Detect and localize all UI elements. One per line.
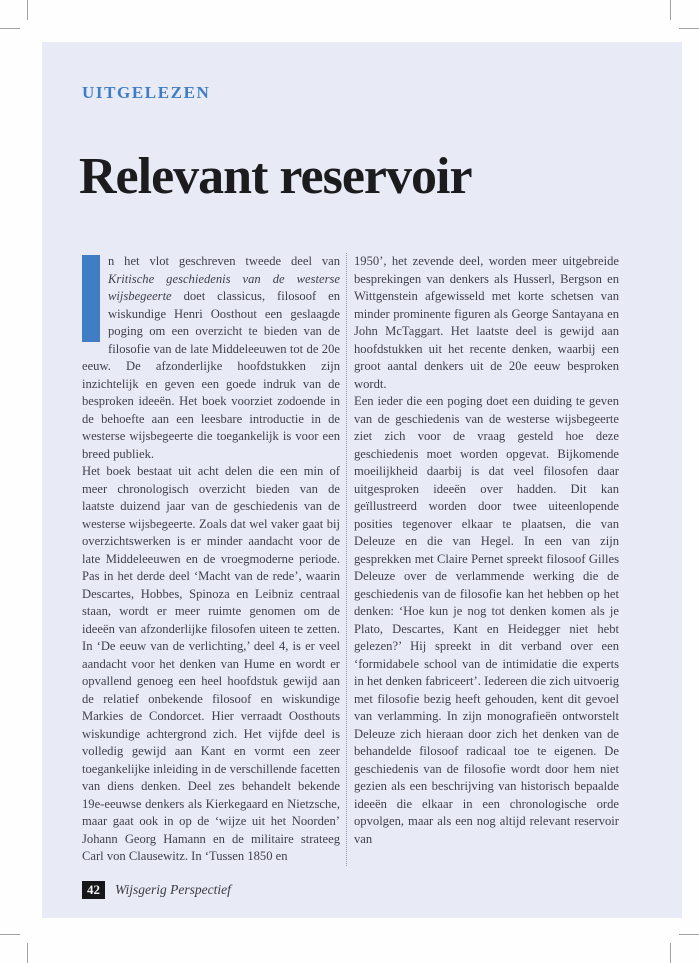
text-run: Een ieder die een poging doet een duiding te geven van de geschiedenis van de westerse wijsbegeerte ziet zich voor de vraag gesteld hoe deze geschiedenis moet worden opgevat. Bijkomende moeilijkheid daarbij is dat veel filosofen daar uitgesproken ideeën over hadden. Dit kan geïllustreerd worden door twee uiteenlopende posities tegenover elkaar te plaatsen, die van Deleuze en die van Hegel. In een van zijn gesprekken met Claire Pernet spreekt filosoof Gilles Deleuze over de verlammende werking die de geschiedenis van de filosofie kan het hebben op het denken: ‘Hoe kun je nog tot denken komen als je Plato, Descartes, Kant en Heidegger niet hebt gelezen?’ Hij spreekt in dit verband over een ‘formidabele school van de intimidatie die experts in het denken fabriceert’. Iedereen die zich uitvoerig met filosofie bezig heeft gehouden, kent dit gevoel van verlamming. In zijn monografieën ontworstelt Deleuze zich hieraan door zich het denken van de behandelde filosoof radicaal toe te eigenen. De geschiedenis van de filosofie wordt door hem niet gezien als een beschrijving van historisch bepaalde ideeën die elkaar in een chronologische orde opvolgen, maar als een nog altijd relevant reservoir van	[354, 394, 619, 846]
text-run: n het vlot geschreven tweede deel van	[108, 254, 340, 268]
article-body	[82, 253, 620, 866]
crop-mark-top-right-horizontal	[679, 28, 699, 29]
body-paragraph	[82, 253, 340, 463]
drop-cap-bar	[82, 255, 100, 342]
right-column	[346, 253, 619, 866]
text-run: Het boek bestaat uit acht delen die een min of meer chronologisch overzicht bieden van de laatste duizend jaar van de geschiedenis van de westerse wijsbegeerte. Zoals dat wel vaker gaat bij overzichtswerken is er minder aandacht voor de late Middeleeuwen en de vroegmoderne periode. Pas in het derde deel ‘Macht van de rede’, waarin Descartes, Hobbes, Spinoza en Leibniz centraal staan, wordt er meer ruimte genomen om de ideeën van afzonderlijke filosofen uiteen te zetten. In ‘De eeuw van de verlichting,’ deel 4, is er veel aandacht voor het denken van Hume en wordt er opvallend genoeg een heel hoofdstuk gewijd aan de relatief onbekende filosoof en wiskundige Markies de Condorcet. Hier verraadt Oosthouts wiskundige achtergrond zich. Het vijfde deel is volledig gewijd aan Kant en vormt een zeer toegankelijke inleiding in de verschillende facetten van diens denken. Deel zes behandelt bekende 19e-eeuwse denkers als Kierkegaard en Nietzsche, maar gaat ook in op de ‘wijze uit het Noorden’ Johann Georg Hamann en de militaire strateeg Carl von Clausewitz. In ‘Tussen 1850 en	[82, 464, 340, 863]
crop-mark-bottom-left-horizontal	[0, 934, 20, 935]
text-run: doet classicus, filosoof en wiskundige Henri Oosthout een geslaagde poging om een overzicht te bieden van de filosofie van de late Middeleeuwen tot de 20e eeuw. De afzonderlijke hoofdstukken zijn inzichtelijk en geven een goede indruk van de besproken ideeën. Het boek voorziet zodoende in de behoefte aan een leesbare introductie in de westerse wijsbegeerte die toegankelijk is voor een breed publiek.	[82, 289, 340, 461]
book-title-italic: Kritische geschiedenis van de westerse wijsbegeerte	[108, 271, 340, 303]
body-paragraph	[354, 393, 619, 848]
body-paragraph	[354, 253, 619, 393]
section-label: UITGELEZEN	[82, 83, 211, 102]
crop-mark-top-right-vertical	[670, 0, 671, 20]
magazine-page	[42, 42, 682, 918]
page-number-badge: 42	[82, 881, 105, 899]
crop-mark-bottom-left-vertical	[27, 943, 28, 963]
journal-name: Wijsgerig Perspectief	[115, 882, 231, 897]
drop-cap-letter	[82, 255, 100, 342]
page-footer	[82, 881, 231, 899]
text-run: 1950’, het zevende deel, worden meer uitgebreide besprekingen van denkers als Husserl, Bergson en Wittgenstein afgewisseld met korte schetsen van minder prominente figuren als George Santayana en John McTaggart. Het laatste deel is gewijd aan hoofdstukken uit het recente denken, waarbij een groot aantal denkers uit de 20e eeuw besproken wordt.	[354, 254, 619, 391]
left-column	[82, 253, 340, 866]
crop-mark-top-left-horizontal	[0, 28, 20, 29]
crop-mark-bottom-right-vertical	[670, 943, 671, 963]
crop-mark-top-left-vertical	[27, 0, 28, 20]
page-title: Relevant reservoir	[79, 148, 472, 205]
crop-mark-bottom-right-horizontal	[679, 934, 699, 935]
body-paragraph	[82, 463, 340, 866]
